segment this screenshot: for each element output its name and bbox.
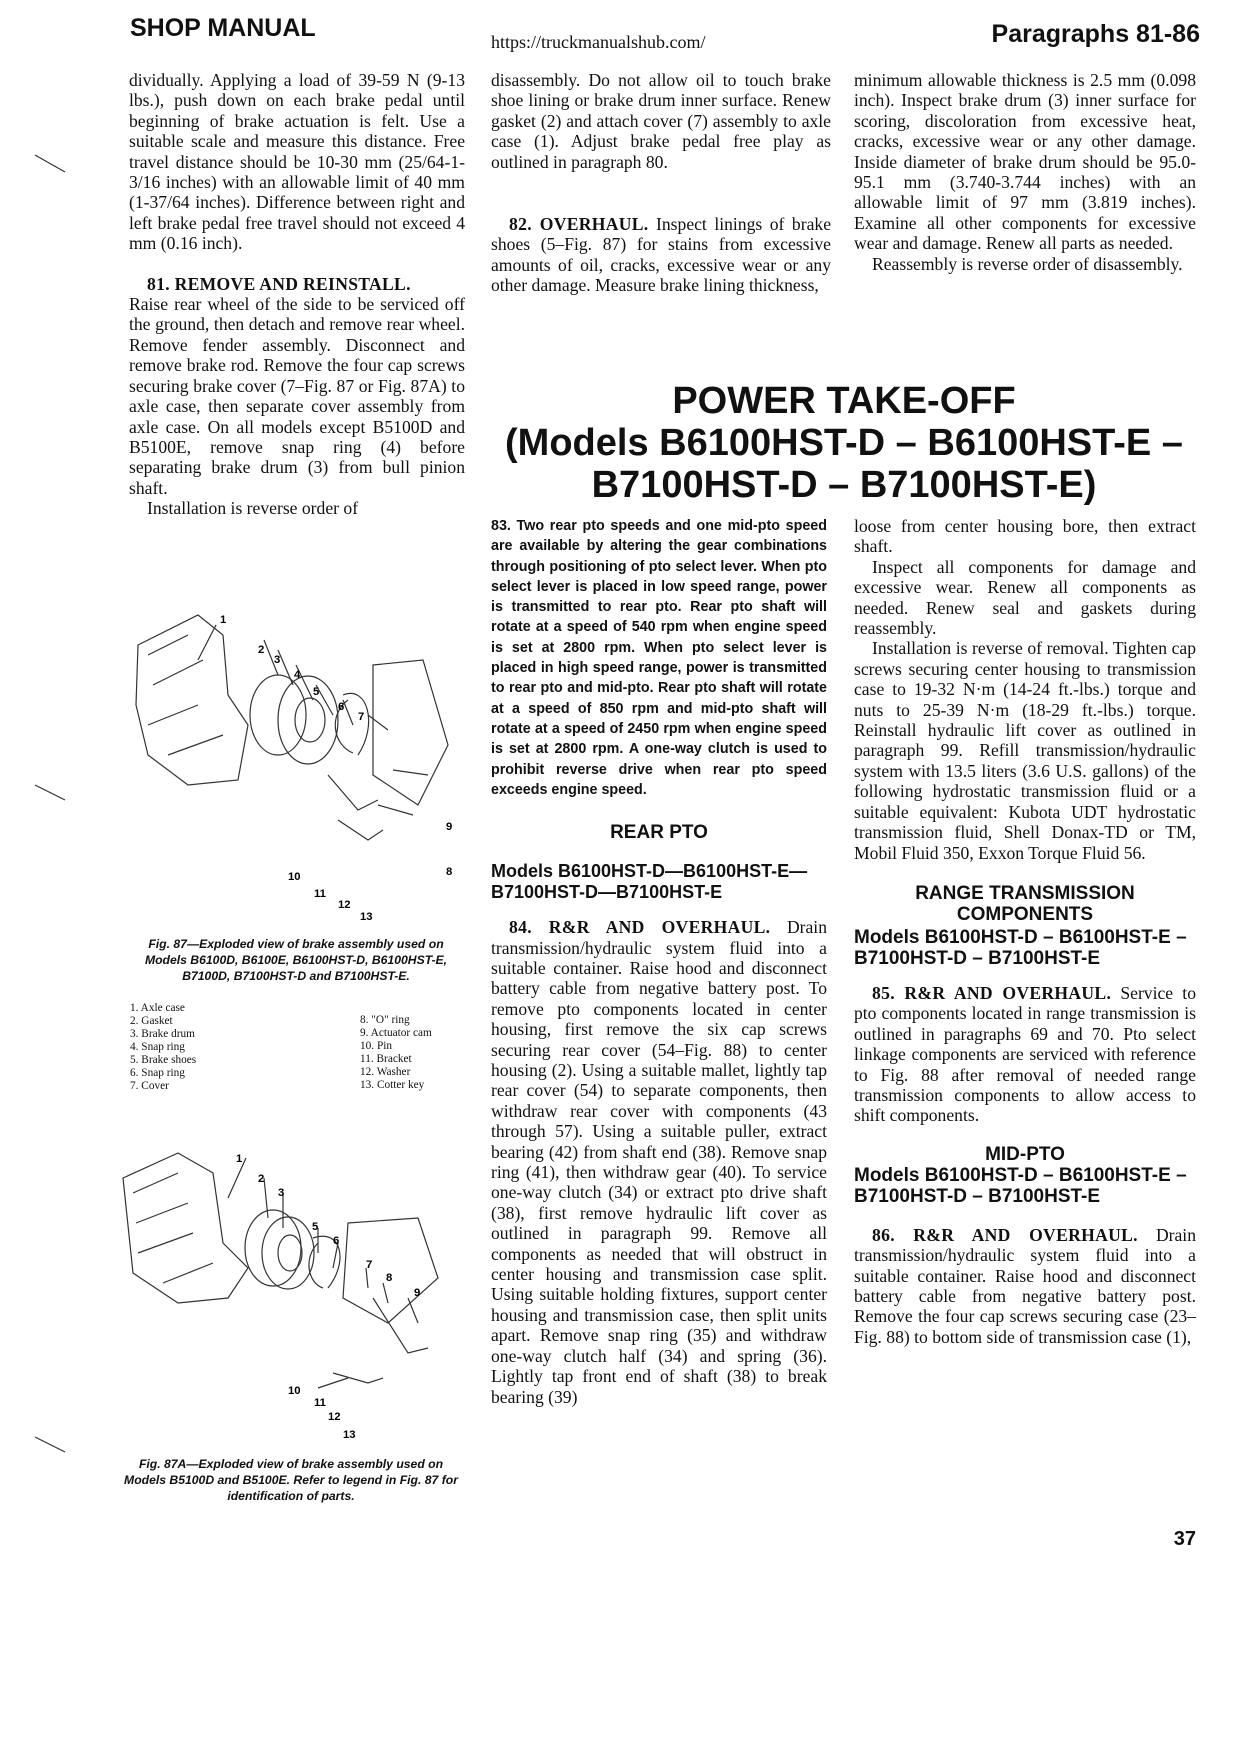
fig-87-callout: 11 [314, 888, 326, 900]
brake-drum-shape [262, 1217, 314, 1289]
rear-pto-heading: REAR PTO [610, 822, 708, 844]
paragraph-81-body: Raise rear wheel of the side to be serviced off the ground, then detach and remove rear wheel. Remove fender assembly. Disconnect and remove brake rod. Remove the four cap screws securing brake cover (7–Fig. 87 or Fig. 87A) to axle case, then separate cover assembly from axle case. On all models except B5100D and B5100E, remove snap ring (4) before separating brake drum (3) from bull pinion shaft. [129, 294, 465, 498]
paragraph-84-heading: 84. R&R AND OVERHAUL. [509, 917, 771, 938]
reassembly-note: Reassembly is reverse order of disassembly. [872, 253, 1183, 274]
power-take-off-title [491, 380, 1197, 506]
fig-87a-callout: 9 [414, 1287, 421, 1299]
fig-87a-callout: 2 [258, 1173, 265, 1185]
axle-case-hatching [133, 1173, 213, 1283]
fig-87-legend-left [130, 1002, 196, 1093]
fig-87-callout: 2 [258, 644, 265, 656]
paragraph-86-body: Drain transmission/hydraulic system fluid into a suitable container. Raise hood and disconnect battery cable from negative battery post. Remove the four cap screws securing case (23–Fig. 88) to bottom side of transmission case (1), [854, 1224, 1196, 1347]
fig-87-callout: 12 [338, 899, 351, 911]
legend-item: 10. Pin [360, 1040, 393, 1052]
column-3-bottom [854, 516, 1196, 1347]
title-line-2: (Models B6100HST-D – B6100HST-E – [505, 422, 1183, 464]
fig-87-callout: 9 [446, 821, 453, 833]
axle-case-outline [136, 615, 248, 785]
axle-case-hatching [148, 635, 223, 755]
actuator-linkage [333, 1298, 428, 1383]
fig-87-callout: 10 [288, 871, 301, 883]
mid-pto-heading: MID-PTO [985, 1143, 1065, 1165]
fig-87-callout: 13 [360, 911, 373, 923]
fig-87a-callout: 5 [312, 1221, 319, 1233]
heading-line: COMPONENTS [956, 903, 1094, 925]
page-number: 37 [1173, 1528, 1196, 1550]
paragraph-82-heading: 82. OVERHAUL. [509, 214, 649, 235]
fig-87-callout: 3 [274, 654, 281, 666]
paragraph-82-continued: minimum allowable thickness is 2.5 mm (0.098 inch). Inspect brake drum (3) inner surface for scoring, discoloration from excessive heat, cracks, excessive wear or any other damage. Inside diameter of brake drum should be 95.0-95.1 mm (3.740-3.744 inches) with an allowable limit of 97 mm (3.819 inches). Examine all other components for excessive wear and damage. Renew all parts as needed. [854, 70, 1196, 254]
manual-title: SHOP MANUAL [130, 14, 316, 42]
fig-87-caption: Fig. 87—Exploded view of brake assembly used on Models B6100D, B6100E, B6100HST-D, B6100HST-E, B7100D, B7100HST-D and B7100HST-E. [144, 937, 448, 983]
fig-87a-callout: 3 [278, 1187, 285, 1199]
paragraph-81-installation: Installation is reverse order of [147, 498, 359, 519]
rear-pto-models: Models B6100HST-D—B6100HST-E—B7100HST-D—B7100HST-E [491, 861, 808, 903]
column-2-bottom [491, 516, 827, 1407]
gasket-shape [245, 1210, 301, 1286]
scan-margin-marks [30, 150, 80, 1500]
legend-item: 11. Bracket [360, 1053, 412, 1065]
fig-87-callout: 6 [338, 701, 345, 713]
leader-lines [198, 625, 428, 815]
column-3-top-text [854, 70, 1196, 274]
heading-line: RANGE TRANSMISSION [915, 882, 1135, 904]
fig-87a-drawing [118, 1148, 463, 1453]
fig-87a-callout: 1 [236, 1153, 243, 1165]
paragraph-82-body: Inspect linings of brake shoes (5–Fig. 87) for stains from excessive amounts of oil, cracks, excessive wear or any other damage. Measure brake lining thickness, [491, 214, 832, 296]
paragraph-85-heading: 85. R&R AND OVERHAUL. [872, 982, 1112, 1003]
cover-shape [373, 660, 448, 805]
fig-87a-caption: Fig. 87A—Exploded view of brake assembly used on Models B5100D and B5100E. Refer to legend in Fig. 87 for identification of parts. [124, 1457, 458, 1503]
fig-87a-callout: 13 [343, 1429, 356, 1441]
legend-item: 9. Actuator cam [360, 1027, 432, 1039]
paragraph-85-body: Service to pto components located in range transmission is outlined in paragraphs 69 and 70. Pto select linkage components are serviced with reference to Fig. 88 after removal of needed range transmission components to allow access to shift components. [854, 982, 1196, 1126]
legend-item: 4. Snap ring [130, 1041, 185, 1053]
legend-item: 8. "O" ring [360, 1014, 410, 1026]
inspect-paragraph: Inspect all components for damage and excessive wear. Renew all components as needed. Renew seal and gaskets during reassembly. [854, 556, 1196, 639]
brake-drum-inner [278, 1235, 302, 1271]
fig-87-callout: 5 [313, 686, 320, 698]
paragraph-84-continued: loose from center housing bore, then extract shaft. [854, 516, 1196, 557]
cover-shape [343, 1218, 438, 1323]
paragraph-84-body: Drain transmission/hydraulic system fluid into a suitable container. Raise hood and disconnect battery cable from negative battery post. To remove pto components located in center housing, first remove the six cap screws securing rear cover (54–Fig. 88) to center housing (2). Using a suitable mallet, lightly tap rear cover (54) to separate components, then withdraw rear cover with components (43 through 57). Using a suitable puller, extract bearing (42) from shaft end (38). Remove snap ring (41), then withdraw gear (40). To service one-way clutch (34) or extract pto drive shaft (38), first remove hydraulic lift cover as outlined in paragraph 99. Remove all components as needed that will obstruct in center housing and transmission case split. Using suitable holding fixtures, support center housing and transmission case, then split units apart. Remove snap ring (35) and withdraw one-way clutch half (34) and spring (36). Lightly tap front end of shaft (38) to break bearing (39) [491, 917, 827, 1407]
source-url: https://truckmanualshub.com/ [491, 32, 706, 52]
legend-item: 12. Washer [360, 1066, 411, 1078]
column-1-text [129, 70, 465, 519]
legend-item: 2. Gasket [130, 1015, 173, 1027]
range-transmission-models: Models B6100HST-D – B6100HST-E – B7100HST-D – B7100HST-E [854, 926, 1187, 969]
legend-item: 6. Snap ring [130, 1067, 185, 1079]
fig-87-drawing [128, 605, 463, 935]
fig-87a-callout: 11 [314, 1397, 326, 1409]
paragraph-83: 83. Two rear pto speeds and one mid-pto speed are available by altering the gear combinations through positioning of pto select lever. When pto select lever is placed in low speed range, power is transmitted to rear pto. Rear pto shaft will rotate at a speed of 540 rpm when engine speed is set at 2800 rpm. When pto select lever is placed in high speed range, power is transmitted to rear pto and mid-pto. Rear pto shaft will rotate at a speed of 850 rpm and mid-pto shaft will rotate at a speed of 2450 rpm when engine speed is set at 2800 rpm. A one-way clutch is used to prohibit reverse drive when rear pto speed exceeds engine speed. [491, 518, 827, 798]
paragraph-81-heading: 81. REMOVE AND REINSTALL. [147, 273, 411, 294]
paragraph-81-continued: disassembly. Do not allow oil to touch brake shoe lining or brake drum inner surface. Renew gasket (2) and attach cover (7) assembly to axle case (1). Adjust brake pedal free play as outlined in paragraph 80. [491, 70, 831, 172]
title-line-1: POWER TAKE-OFF [672, 380, 1016, 422]
fig-87-legend-right [360, 1014, 432, 1092]
legend-item: 5. Brake shoes [130, 1054, 197, 1066]
fig-87-callout: 8 [446, 866, 453, 878]
legend-item: 1. Axle case [130, 1002, 185, 1014]
column-2-top-text [491, 70, 831, 296]
fig-87a-callout: 8 [386, 1272, 393, 1284]
mid-pto-models: Models B6100HST-D – B6100HST-E – B7100HST-D – B7100HST-E [854, 1164, 1187, 1207]
fig-87a-callout: 7 [366, 1259, 373, 1271]
brake-drum-inner [295, 698, 325, 742]
range-transmission-heading [854, 883, 1196, 925]
fig-87a-callout: 6 [333, 1235, 340, 1247]
legend-item: 13. Cotter key [360, 1079, 425, 1091]
paragraph-range: Paragraphs 81-86 [991, 20, 1200, 48]
installation-paragraph: Installation is reverse of removal. Tighten cap screws securing center housing to transmission case to 19-32 N·m (14-24 ft.-lbs.) torque and nuts to 25-39 N·m (18-29 ft.-lbs.) torque. Reinstall hydraulic lift cover as outlined in paragraph 99. Refill transmission/hydraulic system with 13.5 liters (3.6 U.S. gallons) of the following hydrostatic transmission fluid or a suitable equivalent: Kubota UDT hydrostatic transmission fluid, Shell Donax-TD or TM, Mobil Fluid 350, Exxon Torque Fluid 56. [854, 638, 1196, 863]
fig-87-callout: 7 [358, 711, 365, 723]
paragraph-80-continued: dividually. Applying a load of 39-59 N (9-13 lbs.), push down on each brake pedal until beginning of brake actuation is felt. Use a suitable scale and measure this distance. Free travel distance should be 10-30 mm (25/64-1-3/16 inches) with an allowable limit of 40 mm (1-37/64 inches). Difference between right and left brake pedal free travel should not exceed 4 mm (0.16 inch). [129, 70, 465, 254]
axle-case-outline [123, 1153, 248, 1303]
legend-item: 7. Cover [130, 1080, 169, 1092]
fig-87a-callout: 10 [288, 1385, 301, 1397]
title-line-3: B7100HST-D – B7100HST-E) [591, 464, 1097, 506]
fig-87-callout: 1 [220, 614, 227, 626]
legend-item: 3. Brake drum [130, 1028, 195, 1040]
paragraph-86-heading: 86. R&R AND OVERHAUL. [872, 1224, 1138, 1245]
actuator-linkage [328, 775, 383, 840]
fig-87a-callout: 12 [328, 1411, 341, 1423]
fig-87-callout: 4 [294, 669, 301, 681]
